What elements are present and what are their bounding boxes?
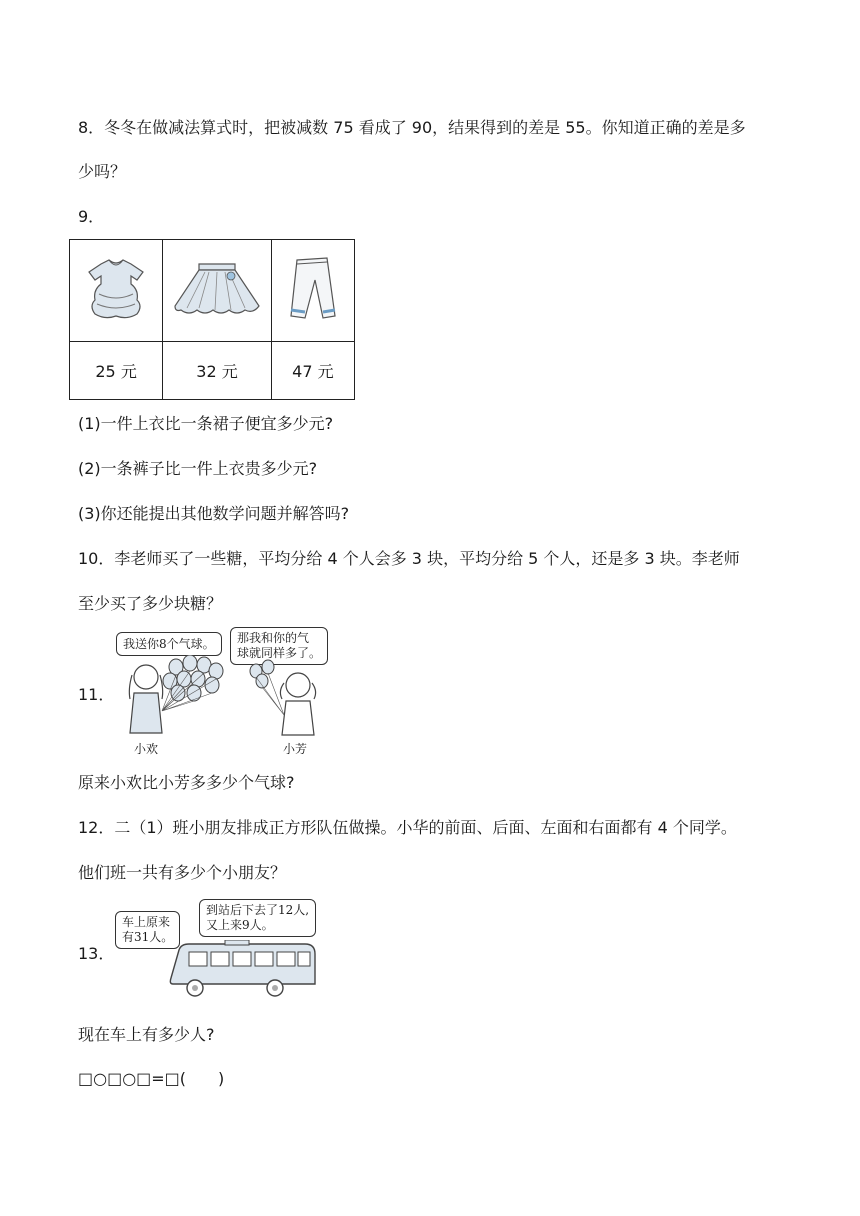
- q13-bubble-left-line1: 车上原来: [122, 915, 171, 929]
- pants-icon: [283, 254, 343, 324]
- q13-bubble-left-line2: 有31人。: [122, 930, 174, 944]
- skirt-cell: [163, 240, 272, 342]
- q11-name-left: 小欢: [134, 742, 159, 756]
- q13-bubble-right: [199, 899, 316, 937]
- q9-sub2: (2)一条裤子比一件上衣贵多少元?: [78, 459, 318, 478]
- pants-cell: [271, 240, 354, 342]
- q8-line1: 8．冬冬在做减法算式时，把被减数 75 看成了 90，结果得到的差是 55。你知道正确的差是多: [78, 118, 746, 137]
- q9-sub1: (1)一件上衣比一条裙子便宜多少元?: [78, 414, 334, 433]
- blouse-icon: [81, 254, 151, 324]
- blouse-cell: [70, 240, 163, 342]
- q11-bubble-right-line2: 球就同样多了。: [237, 646, 322, 660]
- q13-question: 现在车上有多少人?: [78, 1025, 215, 1044]
- blouse-price: 25 元: [70, 342, 163, 400]
- q10-line1: 10．李老师买了一些糖，平均分给 4 个人会多 3 块，平均分给 5 个人，还是多 3 块。李老师: [78, 549, 740, 568]
- q10-line2: 至少买了多少块糖？: [78, 594, 223, 613]
- skirt-price: 32 元: [163, 342, 272, 400]
- price-table: [69, 239, 355, 400]
- q11-question: 原来小欢比小芳多多少个气球?: [78, 773, 295, 792]
- q11-name-right: 小芳: [283, 742, 308, 756]
- pants-price: 47 元: [271, 342, 354, 400]
- q9-number: 9．: [78, 207, 105, 226]
- q12-line1: 12．二（1）班小朋友排成正方形队伍做操。小华的前面、后面、左面和右面都有 4 个同学。: [78, 818, 737, 837]
- balloon-girls-illustration: [118, 655, 333, 740]
- q11-bubble-right-line1: 那我和你的气: [237, 631, 310, 645]
- q13-bubble-right-line1: 到站后下去了12人,: [206, 903, 310, 917]
- q13-equation: □○□○□=□( ): [78, 1069, 225, 1088]
- q12-line2: 他们班一共有多少个小朋友？: [78, 863, 287, 882]
- bus-icon: [165, 940, 320, 1002]
- q11-bubble-left: 我送你8个气球。: [116, 632, 222, 656]
- q13-bubble-right-line2: 又上来9人。: [206, 918, 274, 932]
- q8-line2: 少吗？: [78, 162, 127, 181]
- q11-number: 11．: [78, 685, 115, 704]
- skirt-icon: [169, 258, 265, 320]
- q9-sub3: (3)你还能提出其他数学问题并解答吗?: [78, 504, 350, 523]
- q13-number: 13．: [78, 944, 115, 963]
